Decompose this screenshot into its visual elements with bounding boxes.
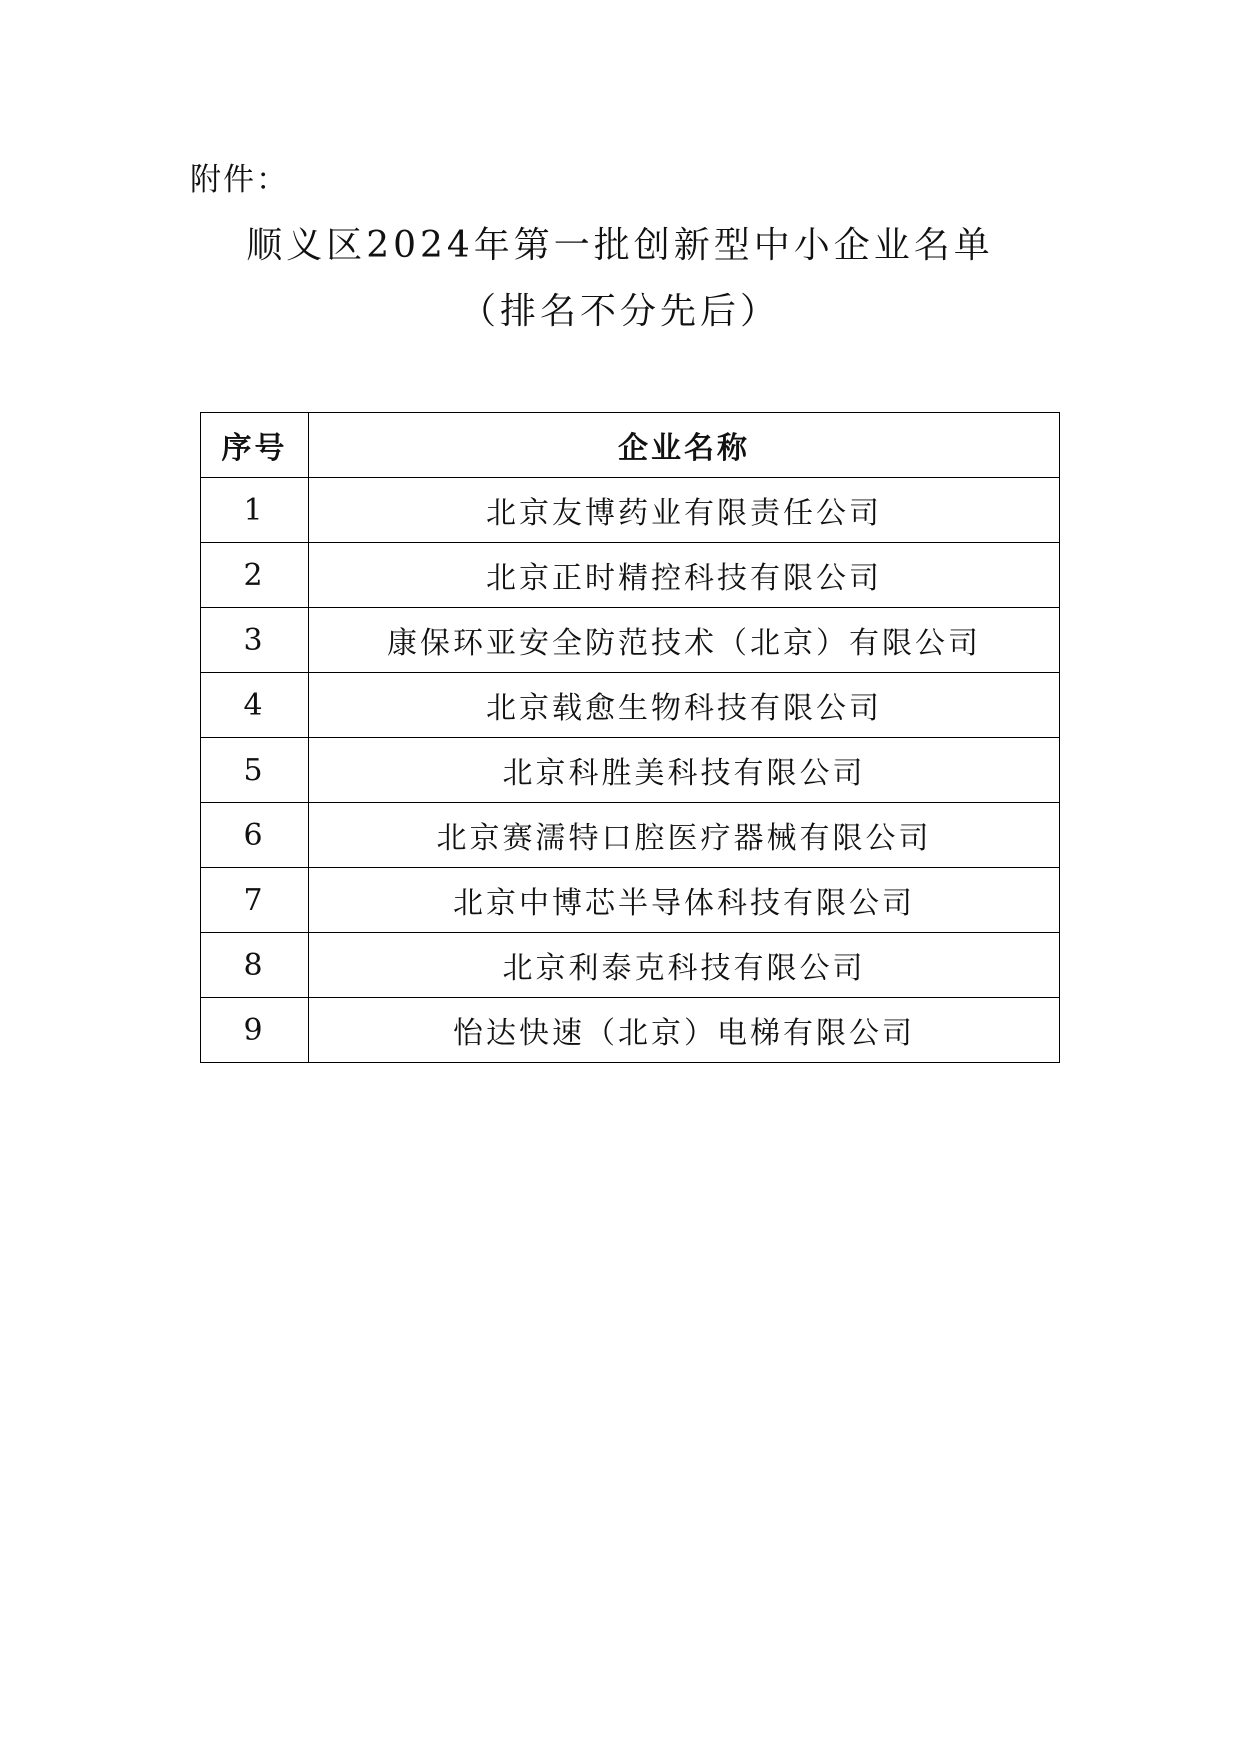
table-row [201, 673, 1060, 738]
document-title: 顺义区2024年第一批创新型中小企业名单 [246, 225, 994, 266]
company-name: 北京正时精控科技有限公司 [309, 543, 1060, 608]
row-number: 7 [201, 868, 309, 933]
company-name: 北京赛濡特口腔医疗器械有限公司 [309, 803, 1060, 868]
row-number: 9 [201, 998, 309, 1063]
company-name: 北京载愈生物科技有限公司 [309, 673, 1060, 738]
row-number: 4 [201, 673, 309, 738]
row-number: 5 [201, 738, 309, 803]
table-row [201, 998, 1060, 1063]
table-row [201, 543, 1060, 608]
column-header-number: 序号 [201, 413, 309, 478]
document-subtitle: （排名不分先后） [459, 291, 780, 332]
company-list-table [200, 412, 1060, 1063]
table-row [201, 868, 1060, 933]
table-row [201, 478, 1060, 543]
row-number: 3 [201, 608, 309, 673]
table-header-row [201, 413, 1060, 478]
company-name: 北京利泰克科技有限公司 [309, 933, 1060, 998]
company-name: 怡达快速（北京）电梯有限公司 [309, 998, 1060, 1063]
table-row [201, 738, 1060, 803]
company-name: 北京科胜美科技有限公司 [309, 738, 1060, 803]
table-row [201, 933, 1060, 998]
table-row [201, 608, 1060, 673]
column-header-company-name: 企业名称 [309, 413, 1060, 478]
table-row [201, 803, 1060, 868]
company-name: 康保环亚安全防范技术（北京）有限公司 [309, 608, 1060, 673]
company-name: 北京中博芯半导体科技有限公司 [309, 868, 1060, 933]
row-number: 8 [201, 933, 309, 998]
row-number: 1 [201, 478, 309, 543]
row-number: 2 [201, 543, 309, 608]
row-number: 6 [201, 803, 309, 868]
attachment-label: 附件： [190, 162, 289, 198]
company-name: 北京友博药业有限责任公司 [309, 478, 1060, 543]
